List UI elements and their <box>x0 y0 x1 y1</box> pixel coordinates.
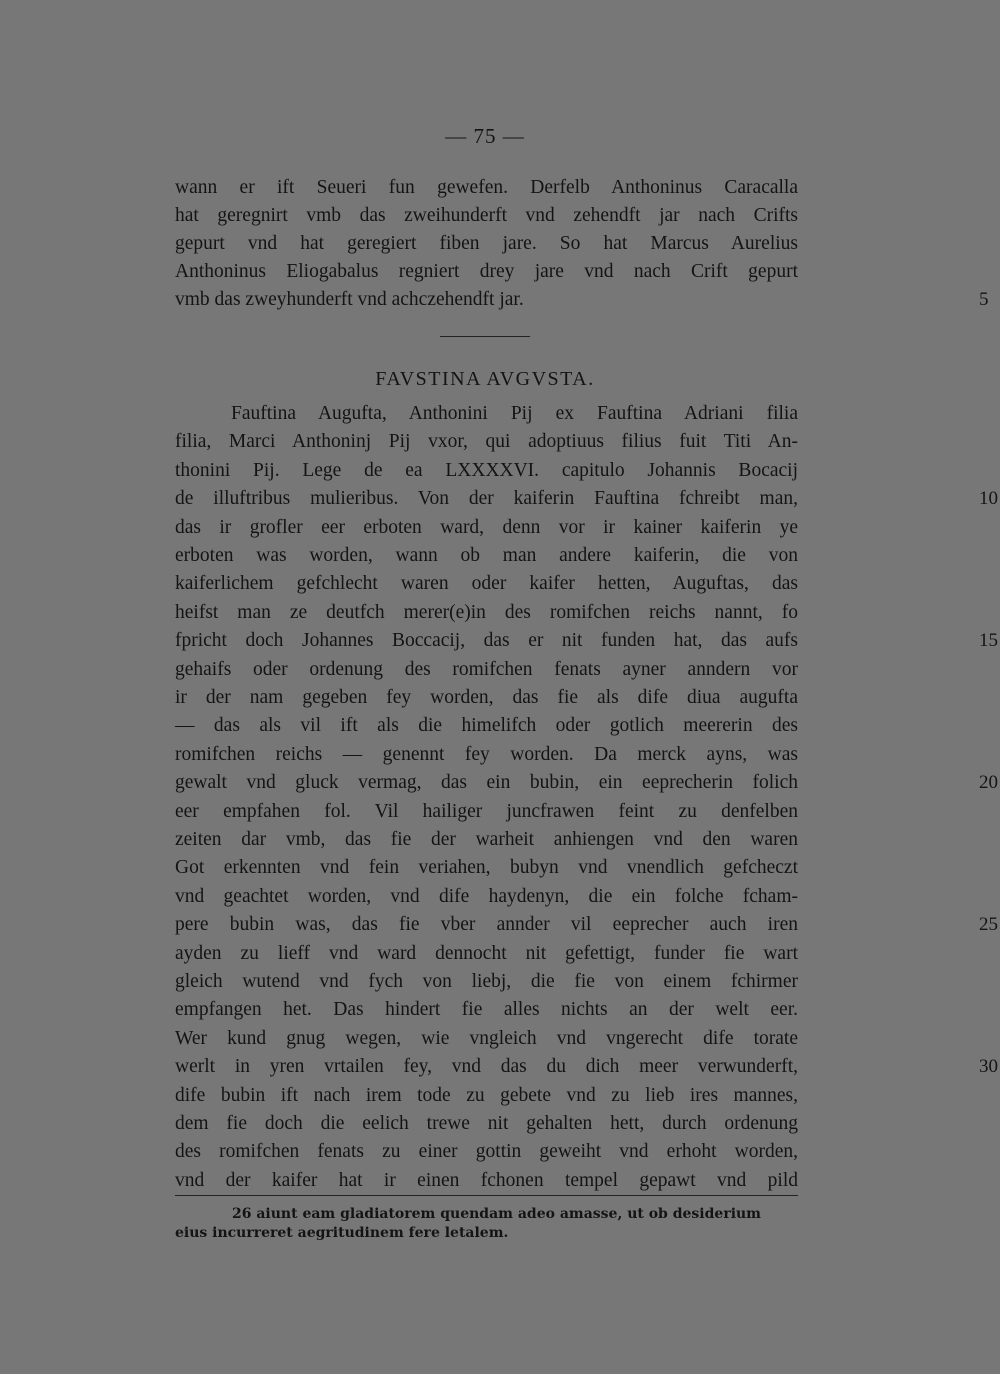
text-line: dife bubin ift nach irem tode zu gebete vnd zu lieb ires mannes, <box>175 1084 798 1106</box>
line-number: 20 <box>979 772 998 794</box>
text-line: fpricht doch Johannes Boccacij, das er nit funden hat, das aufs <box>175 630 798 652</box>
text-line: ir der nam gegeben fey worden, das fie als dife diua augufta <box>175 687 798 708</box>
line-number: 15 <box>979 630 998 652</box>
text-line: ayden zu lieff vnd ward dennocht nit gefettigt, funder fie wart <box>175 942 798 964</box>
line-number: 5 <box>979 289 989 310</box>
text-line: eer empfahen fol. Vil hailiger juncfrawen feint zu denfelben <box>175 800 798 822</box>
text-line: zeiten dar vmb, das fie der warheit anhiengen vnd den waren <box>175 829 798 850</box>
text-line: vmb das zweyhunderft vnd achczehendft jar. <box>175 289 524 310</box>
footnote-line: 26 aiunt eam gladiatorem quendam adeo amasse, ut ob desiderium <box>232 1206 761 1222</box>
text-line: gewalt vnd gluck vermag, das ein bubin, ein eeprecherin folich <box>175 772 798 794</box>
text-line: gepurt vnd hat geregiert fiben jare. So hat Marcus Aurelius <box>175 233 798 254</box>
text-line: filia, Marci Anthoninj Pij vxor, qui adoptiuus filius fuit Titi An- <box>175 431 798 453</box>
text-line: Wer kund gnug wegen, wie vngleich vnd vngerecht dife torate <box>175 1027 798 1049</box>
footnote-divider <box>175 1195 798 1196</box>
line-number: 25 <box>979 914 998 936</box>
text-line: werlt in yren vrtailen fey, vnd das du dich meer verwunderft, <box>175 1056 798 1078</box>
text-line: Fauftina Augufta, Anthonini Pij ex Fauftina Adriani filia <box>231 403 798 424</box>
text-line: heifst man ze deutfch merer(e)in des romifchen reichs nannt, fo <box>175 601 798 623</box>
text-line: gleich wutend vnd fych von liebj, die fie von einem fchirmer <box>175 971 798 992</box>
text-line: de illuftribus mulieribus. Von der kaiferin Fauftina fchreibt man, <box>175 488 798 510</box>
text-line: hat geregnirt vmb das zweihunderft vnd zehendft jar nach Crifts <box>175 205 798 226</box>
text-line: gehaifs oder ordenung des romifchen fenats ayner anndern vor <box>175 658 798 680</box>
text-line: Anthoninus Eliogabalus regniert drey jare vnd nach Crift gepurt <box>175 261 798 282</box>
text-line: dem fie doch die eelich trewe nit gehalten hett, durch ordenung <box>175 1113 798 1134</box>
line-number: 10 <box>979 488 998 510</box>
text-line: kaiferlichem gefchlecht waren oder kaifer hetten, Auguftas, das <box>175 573 798 595</box>
section-divider <box>440 336 530 337</box>
text-line: wann er ift Seueri fun gewefen. Derfelb Anthoninus Caracalla <box>175 177 798 198</box>
text-line: romifchen reichs — genennt fey worden. Da merck ayns, was <box>175 743 798 765</box>
text-line: das ir grofler eer erboten ward, denn vor ir kainer kaiferin ye <box>175 516 798 538</box>
page-number: — 75 — <box>445 124 525 148</box>
line-number: 30 <box>979 1056 998 1078</box>
text-line: vnd der kaifer hat ir einen fchonen tempel gepawt vnd pild <box>175 1169 798 1191</box>
section-heading: FAVSTINA AVGVSTA. <box>375 368 595 390</box>
text-line: pere bubin was, das fie vber annder vil eeprecher auch iren <box>175 914 798 936</box>
footnote-line: eius incurreret aegritudinem fere letalem. <box>175 1225 509 1241</box>
text-line: des romifchen fenats zu einer gottin geweiht vnd erhoht worden, <box>175 1141 798 1163</box>
text-line: vnd geachtet worden, vnd dife haydenyn, die ein folche fcham- <box>175 885 798 907</box>
text-line: Got erkennten vnd fein veriahen, bubyn vnd vnendlich gefcheczt <box>175 857 798 879</box>
text-line: — das als vil ift als die himelifch oder gotlich meererin des <box>175 715 798 737</box>
text-line: empfangen het. Das hindert fie alles nichts an der welt eer. <box>175 999 798 1021</box>
text-line: erboten was worden, wann ob man andere kaiferin, die von <box>175 545 798 566</box>
text-line: thonini Pij. Lege de ea LXXXXVI. capitulo Johannis Bocacij <box>175 459 798 481</box>
